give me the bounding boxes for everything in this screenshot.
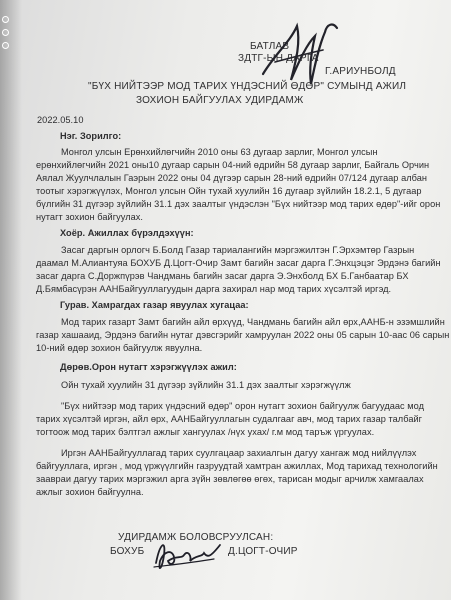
- page-edge-shadow: [0, 0, 22, 600]
- prepared-by-label: УДИРДАМЖ БОЛОВСРУУЛСАН:: [118, 532, 274, 543]
- section-1-line: Монгол улсын Ерөнхийлөгчийн 2010 оны 63 дугаар зарлиг, Монгол улсын: [61, 147, 378, 157]
- prepared-by-name: Д.ЦОГТ-ОЧИР: [228, 546, 298, 557]
- section-1-line: Аялал Жуулчлалын Гаэрын 2022 оны 04 дүгээр сарын 28-ний өдрийн 07/124 дугаар албан: [36, 173, 428, 183]
- section-1-line: нутагт зохион байгуулах.: [36, 212, 144, 222]
- section-3-line: 10-ний өдөр зохион байгуулж явуулна.: [36, 343, 203, 353]
- overlay-dots: [2, 16, 9, 55]
- section-4-line: ажлыг зохион байгуулна.: [36, 487, 144, 497]
- section-4-line: байгууллага, иргэн , мод үржүүлгийн газруудтай хамтран ажиллах, Мод тарихад технологийн: [36, 461, 438, 471]
- section-3-line: газар хашааид, Эрдэнэ багийн нутаг дэвсгэрийг хамруулан 2022 оны 05 сарын 10-аас 06 сарын: [36, 330, 450, 340]
- approval-name: Г.АРИУНБОЛД: [325, 66, 396, 77]
- approval-position: ЗДТГ-ЫН ДАРГА: [238, 53, 319, 64]
- section-4-line: заавраи дагуу тарих мэргэжил арга зүйн зөвлөгөө өгөх, тарисан модыг арчилж хамгаалах: [36, 474, 424, 484]
- section-4-heading: Дөрөв.Орон нутагт хэрэгжүүлэх ажил:: [60, 362, 237, 372]
- section-3-heading: Гурав. Хамрагдах газар явуулах хугацаа:: [60, 300, 249, 310]
- doc-title-line-2: ЗОХИОН БАЙГУУЛАХ УДИРДАМЖ: [136, 95, 304, 106]
- section-1-line: бүлгийн 31 дүгээр зүйлийн 31.1 дэх заалтыг үндэслэн "Бүх нийтээр мод тарих өдөр"-ийг орон: [36, 199, 441, 209]
- prepared-by-position: БОХУБ: [110, 546, 145, 557]
- section-4-line: "Бүх нийтээр мод тарих үндэсний өдөр" орон нутагт зохион байгуулж багуудаас мод: [61, 401, 425, 411]
- section-2-line: Д.Бямбасүрэн ААНБайгууллагуудын дарга захирал нар мод тарих хүсэлтэй иргэд.: [36, 284, 392, 294]
- approval-label: БАТЛАВ: [250, 41, 290, 52]
- section-4-line: тогтоож мод тарих бэлтгэл ажлыг хангуулах /нүх ухах/ г.м мод таръж үргуулах.: [36, 427, 375, 437]
- section-4-line: Ойн тухай хуулийн 31 дүгээр зүйлийн 31.1 дэх заалтыг хэрэгжүүлж: [61, 380, 351, 390]
- dot-icon: [2, 16, 9, 23]
- dot-icon: [2, 29, 9, 36]
- section-2-line: даамал М.Алиантуяа БОХУБ Д.Цогт-Очир Замт багийн засаг дарга Г.Энхцэцэг Эрдэнэ багийн: [36, 258, 441, 268]
- section-1-line: ерөнхийлөгчийн 2021 оны10 дугаар сарын 04-ний өдрийн 58 дугаар зарлиг, Байгаль Орчин: [36, 160, 430, 170]
- doc-date: 2022.05.10: [37, 115, 84, 125]
- section-1-line: тоотыг хэрэгжүүлэх, Монгол улсын Ойн тухай хуулийн 16 дугаар зүйлийн 18.2.1, 5 дугаар: [36, 186, 422, 196]
- section-2-heading: Хоёр. Ажиллах бүрэлдэхүүн:: [60, 228, 194, 238]
- section-1-heading: Нэг. Зорилго:: [60, 131, 122, 141]
- bottom-signature: [150, 533, 230, 578]
- dot-icon: [2, 42, 9, 49]
- section-4-line: Иргэн ААНБайгууллагад тарих суулгацаар захиалгын дагуу хангаж мод нийлүүлэх: [61, 448, 417, 458]
- section-2-line: засаг дарга С.Доржпүрэв Чандмань багийн засаг дарга Э.Энхболд БХ Б.Ганбаатар БХ: [36, 271, 409, 281]
- doc-title-line-1: "БҮХ НИЙТЭЭР МОД ТАРИХ ҮНДЭСНИЙ ӨДӨР" СУМЫНД АЖИЛ: [88, 81, 407, 92]
- section-2-line: Засаг даргын орлогч Б.Болд Газар тариалангийн мэргэжилтэн Г.Эрхэмтөр Газрын: [61, 245, 415, 255]
- section-4-line: тарих хүсэлтэй иргэн, айл өрх, ААНБайгууллагын судалгааг авч, мод тарих газар талбайг: [36, 414, 423, 424]
- section-3-line: Мод тарих газарт Замт багийн айл өрхүүд, Чандмань багийн айл өрх,ААНБ-н эзэмшлийн: [61, 317, 445, 327]
